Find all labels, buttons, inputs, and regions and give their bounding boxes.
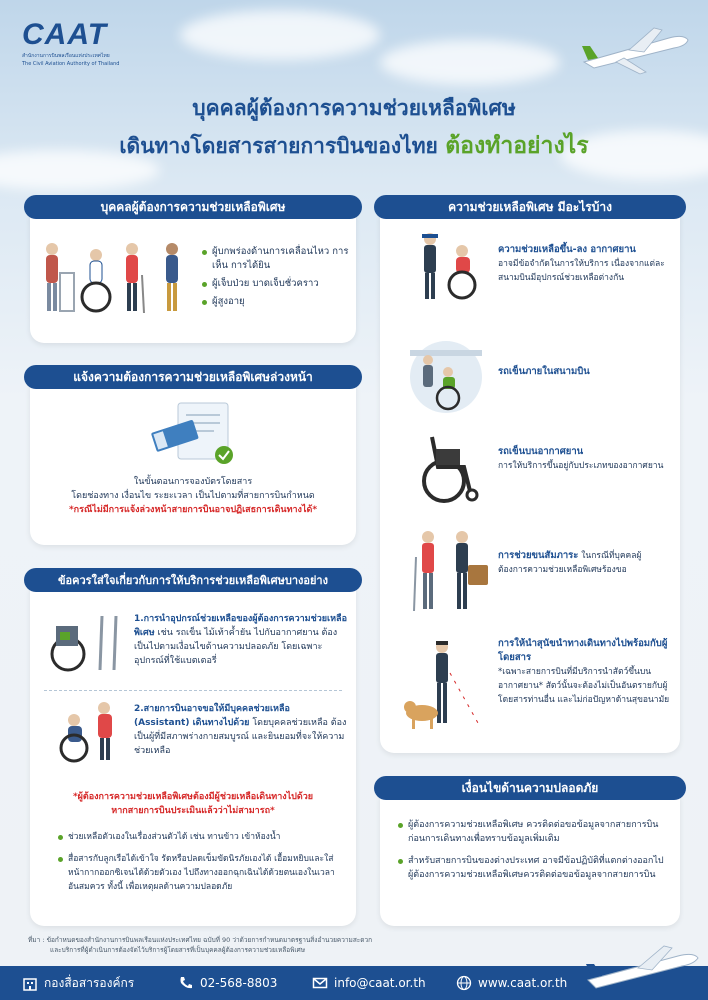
- notes-warning-line1: *ผู้ต้องการความช่วยเหลือพิเศษต้องมีผู้ช่วยเหลือเดินทางไปด้วย: [72, 792, 314, 802]
- note-item-2-bold: 2.สายการบินอาจขอให้มีบุคคลช่วยเหลือ (Assistant) เดินทางไปด้วย: [134, 704, 290, 728]
- safety-item: สำหรับสายการบินของต่างประเทศ อาจมีข้อปฏิบัติที่แตกต่างออกไป ผู้ต้องการความช่วยเหลือพิเศษควรติดต่อขอข้อมูลจากสายการบิน: [398, 854, 670, 882]
- cloud: [380, 40, 560, 85]
- who-card: [30, 199, 356, 343]
- people-illustration: [36, 235, 196, 317]
- service-item-4: [498, 549, 670, 577]
- globe-icon: [456, 975, 472, 991]
- service-item-5-desc: *เฉพาะสายการบินที่มีบริการนำสัตว์ขึ้นบนอากาศยาน* สัตว์นั้นจะต้องไม่เป็นอันตรายกับผู้โดยสารท่านอื่น และไม่ก่อปัญหาด้านสุขอนามัย: [498, 667, 670, 705]
- page-title-line1: บุคคลผู้ต้องการความช่วยเหลือพิเศษ: [192, 96, 516, 120]
- footer-website[interactable]: [456, 975, 567, 991]
- page-title-line2: [0, 128, 708, 164]
- luggage-assist-illustration: [406, 527, 494, 615]
- footnote-line1: ข้อกำหนดของสำนักงานการบินพลเรือนแห่งประเทศไทย ฉบับที่ 90 ว่าด้วยการกำหนดมาตรฐานสิ่งอำนวยความสะดวก: [46, 936, 373, 944]
- note-item-2-rest: โดยบุคคลช่วยเหลือ ต้องเป็นผู้ที่มีสภาพร่างกายสมบูรณ์ และยินยอมที่จะให้ความช่วยเหลือ: [134, 718, 347, 756]
- service-item-4-desc: ในกรณีที่บุคคลผู้ต้องการความช่วยเหลือพิเศษร้องขอ: [498, 551, 642, 575]
- title-accent: ต้องทำอย่างไร: [445, 133, 589, 159]
- footer-phone[interactable]: [178, 975, 277, 991]
- service-item-1: [498, 243, 670, 285]
- footer-website-text: www.caat.or.th: [478, 976, 568, 990]
- notes-card: [30, 574, 356, 926]
- ticket-icon: [148, 399, 240, 467]
- notify-card: [30, 369, 356, 545]
- service-item-5: [498, 637, 674, 707]
- service-item-4-title: การช่วยขนสัมภาระ: [498, 550, 579, 561]
- footer-bar: [0, 966, 708, 1000]
- boarding-assist-illustration: [408, 229, 490, 303]
- note-item-1: [134, 612, 348, 668]
- email-icon: [312, 975, 328, 991]
- wheelchair-icon: [414, 427, 484, 507]
- note-item-2: [134, 702, 348, 758]
- logo-sub-th: สำนักงานการบินพลเรือนแห่งประเทศไทย: [22, 53, 110, 59]
- footer-email[interactable]: [312, 975, 426, 991]
- guide-dog-illustration: [402, 637, 494, 733]
- service-item-3-desc: การให้บริการขึ้นอยู่กับประเภทของอากาศยาน: [498, 461, 664, 471]
- notify-text: [40, 475, 346, 517]
- notes-warning: [40, 790, 346, 818]
- notify-header: แจ้งความต้องการความช่วยเหลือพิเศษล่วงหน้า: [24, 365, 362, 389]
- footer-department-text: กองสื่อสารองค์กร: [44, 975, 135, 990]
- phone-icon: [178, 975, 194, 991]
- service-item-2: [498, 365, 670, 379]
- notes-header: ข้อควรใส่ใจเกี่ยวกับการให้บริการช่วยเหลือพิเศษบางอย่าง: [24, 568, 362, 592]
- footer-phone-text: 02-568-8803: [200, 976, 278, 990]
- services-header: ความช่วยเหลือพิเศษ มีอะไรบ้าง: [374, 195, 686, 219]
- cloud: [180, 10, 380, 60]
- notes-bullet: สื่อสารกับลูกเรือได้เข้าใจ รัดหรือปลดเข็มขัดนิรภัยเองได้ เอื้อมหยิบและใส่หน้ากากออกซิเจนได้ด้วยตัวเอง ไปถึงทางออกฉุกเฉินได้ด้วยตนเองในเวลาอันสมควร ทั้งนี้ เพื่อเหตุผลด้านความปลอดภัย: [58, 852, 340, 894]
- who-header: บุคคลผู้ต้องการความช่วยเหลือพิเศษ: [24, 195, 362, 219]
- services-card: [380, 199, 680, 753]
- footnote-label: ที่มา :: [28, 936, 45, 944]
- building-icon: [22, 975, 38, 991]
- notify-line1: ในขั้นตอนการจองบัตรโดยสาร: [133, 477, 253, 487]
- service-item-1-desc: อาจมีข้อจำกัดในการให้บริการ เนื่องจากแต่ละสนามบินมีอุปกรณ์ช่วยเหลือต่างกัน: [498, 259, 665, 283]
- note-item-1-rest: เช่น รถเข็น ไม้เท้าค้ำยัน ไปกับอากาศยาน ต้องเป็นไปตามเงื่อนไขด้านความปลอดภัย โดยเฉพาะอุปกรณ์ที่ใช้แบตเตอรี่: [134, 628, 338, 666]
- footnote-line2: และบริการที่ผู้ดำเนินการต้องจัดไว้บริการผู้โดยสารที่เป็นบุคคลผู้ต้องการความช่วยเหลือพิเศษ: [50, 946, 306, 954]
- notes-warning-line2: หากสายการบินประเมินแล้วว่าไม่สามารถ*: [111, 806, 275, 816]
- notes-bullet: ช่วยเหลือตัวเองในเรื่องส่วนตัวได้ เช่น ทานข้าว เข้าห้องน้ำ: [58, 830, 340, 844]
- wheelchair-crutches-illustration: [42, 610, 132, 674]
- service-item-3-title: รถเข็นบนอากาศยาน: [498, 446, 584, 457]
- who-item: ผู้เจ็บป่วย บาดเจ็บชั่วคราว: [202, 277, 352, 291]
- footer-department: [22, 974, 134, 993]
- service-item-3: [498, 445, 670, 473]
- airplane-footer-icon: [582, 936, 702, 998]
- logo-mark: CAAT: [22, 18, 108, 51]
- footer-email-text: info@caat.or.th: [334, 976, 426, 990]
- logo-sub-en: The Civil Aviation Authority of Thailand: [22, 61, 120, 67]
- source-footnote: [28, 935, 372, 955]
- who-item: ผู้สูงอายุ: [202, 295, 352, 309]
- who-list: [202, 245, 352, 309]
- notify-line2: โดยช่องทาง เงื่อนไข ระยะเวลา เป็นไปตามที่สายการบินกำหนด: [71, 491, 315, 501]
- note-item-1-bold: 1.การนำอุปกรณ์ช่วยเหลือของผู้ต้องการความช่วยเหลือพิเศษ: [134, 614, 347, 638]
- who-item: ผู้บกพร่องด้านการเคลื่อนไหว การเห็น การได้ยิน: [202, 245, 352, 273]
- service-item-2-title: รถเข็นภายในสนามบิน: [498, 366, 590, 377]
- airport-wheelchair-illustration: [396, 340, 496, 414]
- caat-logo: [22, 18, 152, 68]
- service-item-5-title: การให้นำสุนัขนำทางเดินทางไปพร้อมกับผู้โดยสาร: [498, 638, 668, 663]
- notes-bullets: [58, 830, 340, 894]
- safety-card: [380, 780, 680, 926]
- safety-header: เงื่อนไขด้านความปลอดภัย: [374, 776, 686, 800]
- assistant-illustration: [44, 698, 130, 764]
- notify-warning: *กรณีไม่มีการแจ้งล่วงหน้าสายการบินอาจปฏิเสธการเดินทางได้*: [68, 505, 318, 515]
- divider: [44, 690, 342, 691]
- title-main: เดินทางโดยสารสายการบินของไทย: [119, 134, 438, 158]
- safety-item: ผู้ต้องการความช่วยเหลือพิเศษ ควรติดต่อขอข้อมูลจากสายการบินก่อนการเดินทางเพื่อทราบข้อมูลเพิ่มเติม: [398, 818, 670, 846]
- safety-list: [398, 818, 670, 882]
- service-item-1-title: ความช่วยเหลือขึ้น-ลง อากาศยาน: [498, 244, 636, 255]
- airplane-icon: [574, 20, 694, 80]
